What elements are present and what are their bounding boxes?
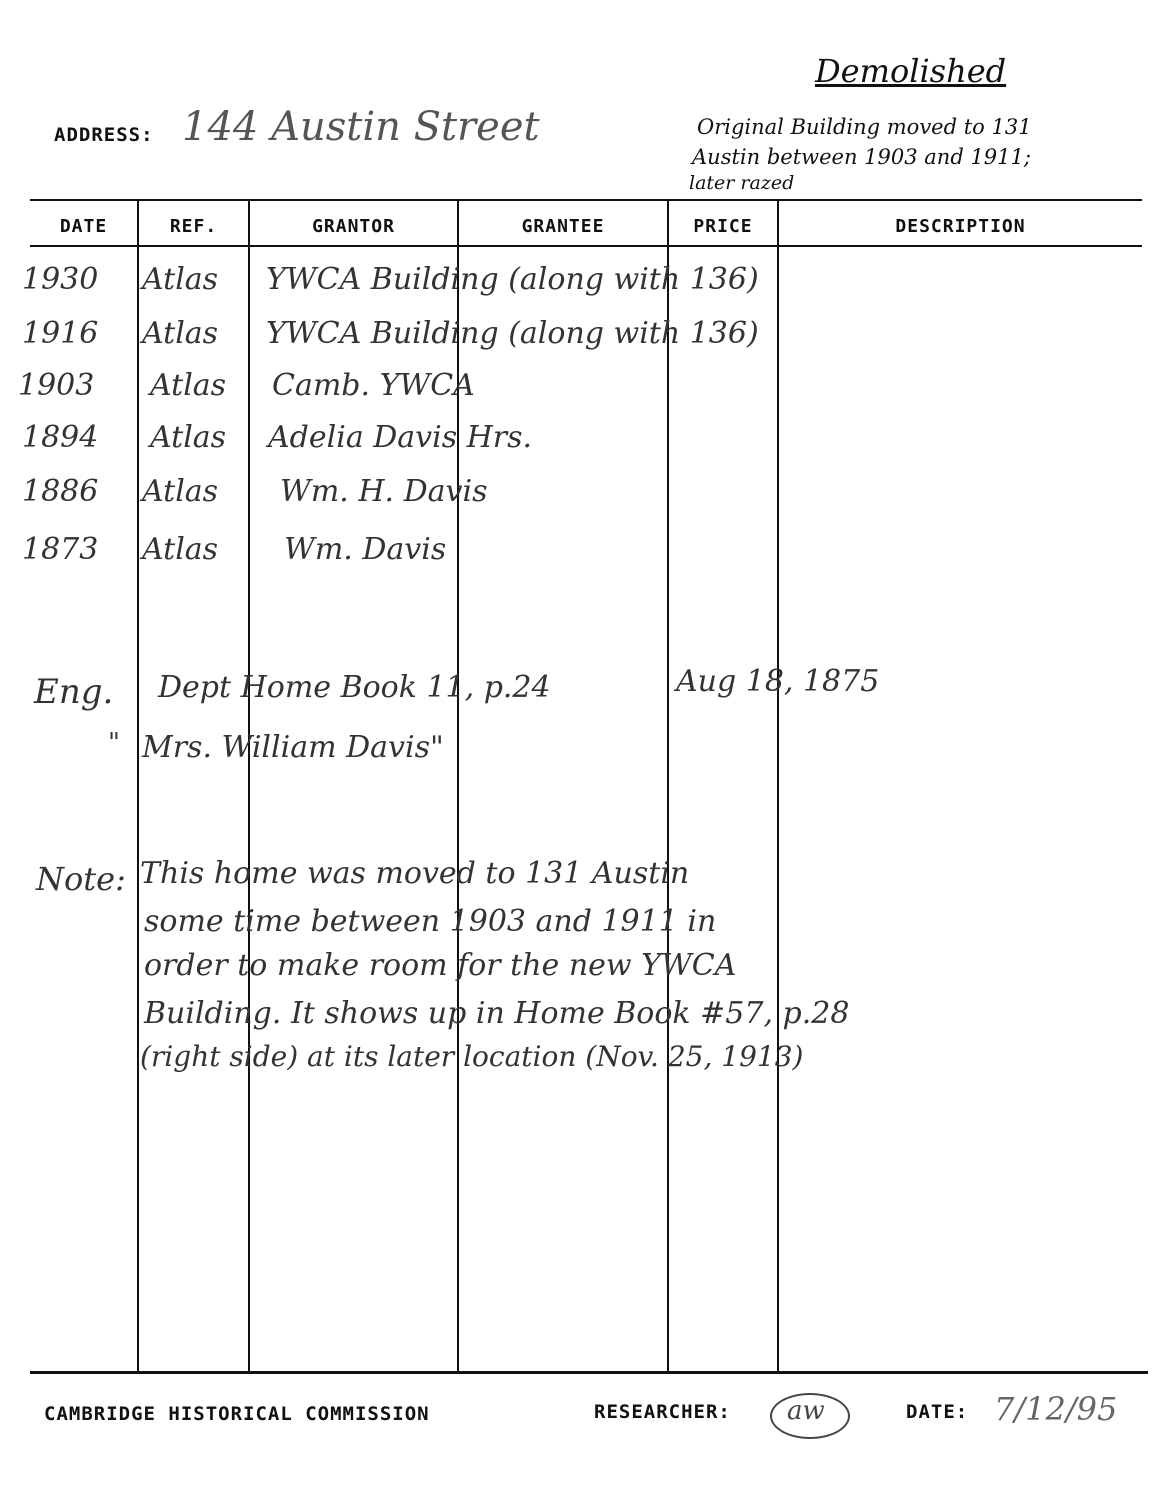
column-header-grantor: GRANTOR bbox=[312, 216, 395, 237]
row-grantor: YWCA Building (along with 136) bbox=[266, 262, 759, 297]
commission-name: CAMBRIDGE HISTORICAL COMMISSION bbox=[44, 1403, 430, 1425]
row-date: 1903 bbox=[18, 368, 95, 403]
column-header-date: DATE bbox=[59, 216, 108, 237]
address-label: ADDRESS: bbox=[54, 124, 154, 146]
note-line-5: (right side) at its later location (Nov. 25, 1913) bbox=[140, 1040, 804, 1073]
row-date: 1930 bbox=[22, 262, 99, 297]
date-label: DATE: bbox=[906, 1401, 969, 1423]
table-row bbox=[0, 532, 1157, 582]
table-row bbox=[0, 368, 1157, 418]
header-note-line-2: Austin between 1903 and 1911; bbox=[692, 145, 1031, 169]
column-header-grantee: GRANTEE bbox=[521, 216, 605, 237]
status-demolished: Demolished bbox=[815, 52, 1007, 90]
table-header-rule bbox=[30, 245, 1142, 247]
row-ref: Atlas bbox=[142, 474, 219, 509]
eng-date: Aug 18, 1875 bbox=[676, 664, 880, 699]
row-ref: Atlas bbox=[142, 532, 219, 567]
researcher-initials: aw bbox=[787, 1396, 825, 1426]
row-date: 1916 bbox=[22, 316, 99, 351]
column-header-price: PRICE bbox=[693, 216, 753, 237]
table-row bbox=[0, 420, 1157, 470]
row-grantor: YWCA Building (along with 136) bbox=[266, 316, 759, 351]
eng-ditto: " bbox=[108, 728, 120, 758]
header-note-line-3: later razed bbox=[689, 172, 795, 194]
row-grantor: Camb. YWCA bbox=[272, 368, 475, 403]
table-bottom-rule bbox=[30, 1371, 1148, 1374]
row-ref: Atlas bbox=[142, 316, 219, 351]
row-date: 1873 bbox=[22, 532, 99, 567]
date-value: 7/12/95 bbox=[994, 1390, 1118, 1428]
row-grantor: Wm. Davis bbox=[284, 532, 447, 567]
note-line-1: This home was moved to 131 Austin bbox=[140, 856, 690, 891]
header-note-line-1: Original Building moved to 131 bbox=[697, 115, 1032, 139]
column-header-description: DESCRIPTION bbox=[895, 216, 1026, 237]
table-row bbox=[0, 316, 1157, 366]
table-top-rule bbox=[30, 199, 1142, 201]
column-header-ref: REF. bbox=[169, 216, 218, 237]
researcher-label: RESEARCHER: bbox=[594, 1401, 731, 1423]
address-value: 144 Austin Street bbox=[182, 104, 540, 150]
row-ref: Atlas bbox=[150, 368, 227, 403]
eng-label: Eng. bbox=[34, 672, 114, 712]
row-date: 1886 bbox=[22, 474, 99, 509]
note-line-4: Building. It shows up in Home Book #57, p.28 bbox=[144, 996, 850, 1031]
eng-line-2: Mrs. William Davis" bbox=[142, 730, 444, 765]
row-grantor: Wm. H. Davis bbox=[280, 474, 488, 509]
table-row bbox=[0, 262, 1157, 312]
note-line-2: some time between 1903 and 1911 in bbox=[144, 904, 717, 939]
row-ref: Atlas bbox=[150, 420, 227, 455]
row-grantor: Adelia Davis Hrs. bbox=[268, 420, 533, 455]
note-label: Note: bbox=[36, 860, 126, 898]
eng-line-1: Dept Home Book 11, p.24 bbox=[158, 670, 551, 705]
note-line-3: order to make room for the new YWCA bbox=[144, 948, 737, 983]
table-row bbox=[0, 474, 1157, 524]
row-ref: Atlas bbox=[142, 262, 219, 297]
row-date: 1894 bbox=[22, 420, 99, 455]
